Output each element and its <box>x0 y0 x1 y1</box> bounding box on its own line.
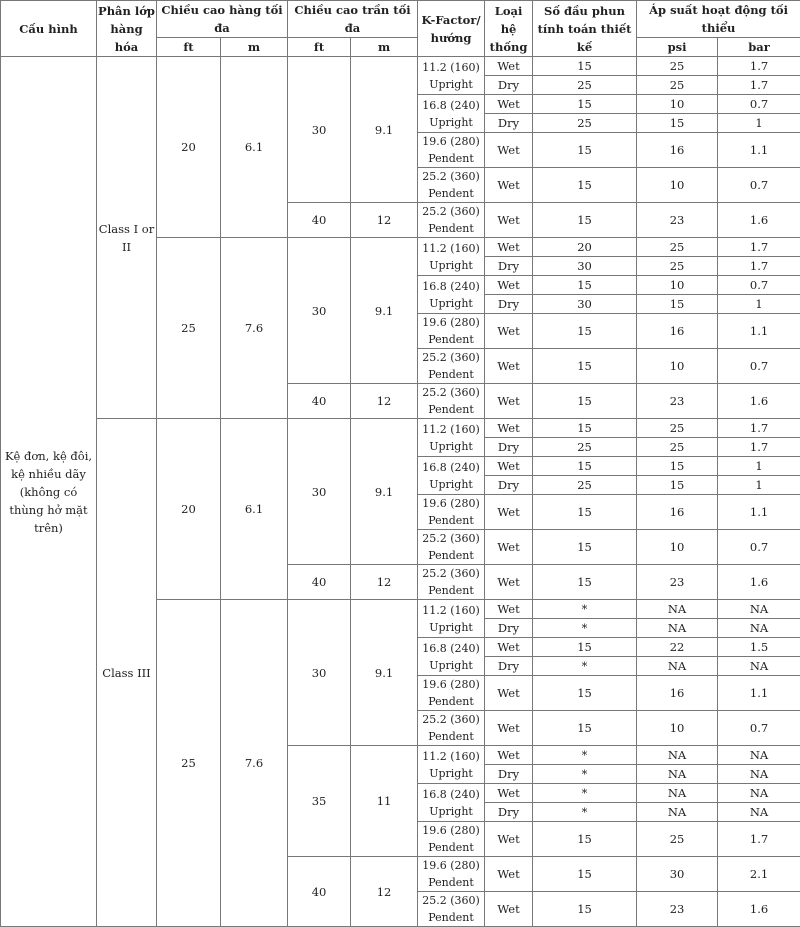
psi-cell: NA <box>637 765 718 784</box>
heads-cell: 15 <box>533 822 637 857</box>
kfactor-cell: 16.8 (240) Upright <box>418 638 485 676</box>
bar-cell: 1.1 <box>718 676 800 711</box>
header-storage-height: Chiều cao hàng tối đa <box>157 1 288 38</box>
system-cell: Wet <box>485 711 533 746</box>
kfactor-cell: 16.8 (240) Upright <box>418 95 485 133</box>
ceiling-m-cell: 12 <box>351 384 418 419</box>
kfactor-cell: 19.6 (280) Pendent <box>418 133 485 168</box>
kfactor-cell: 19.6 (280) Pendent <box>418 314 485 349</box>
heads-cell: * <box>533 657 637 676</box>
psi-cell: 25 <box>637 238 718 257</box>
bar-cell: 1.6 <box>718 565 800 600</box>
psi-cell: NA <box>637 784 718 803</box>
storage-ft-cell: 25 <box>157 238 221 419</box>
heads-cell: 15 <box>533 57 637 76</box>
system-cell: Dry <box>485 76 533 95</box>
heads-cell: 15 <box>533 676 637 711</box>
heads-cell: 15 <box>533 892 637 927</box>
ceiling-m-cell: 9.1 <box>351 238 418 384</box>
kfactor-cell: 25.2 (360) Pendent <box>418 892 485 927</box>
kfactor-cell: 11.2 (160) Upright <box>418 238 485 276</box>
kfactor-cell: 11.2 (160) Upright <box>418 600 485 638</box>
bar-cell: 0.7 <box>718 530 800 565</box>
system-cell: Wet <box>485 857 533 892</box>
config-cell: Kệ đơn, kệ đôi, kệ nhiều dãy (không có thùng hở mặt trên) <box>1 57 97 927</box>
psi-cell: 30 <box>637 857 718 892</box>
bar-cell: 1.7 <box>718 257 800 276</box>
heads-cell: 15 <box>533 349 637 384</box>
bar-cell: 2.1 <box>718 857 800 892</box>
header-kfactor: K-Factor/ hướng <box>418 1 485 57</box>
bar-cell: 1.1 <box>718 314 800 349</box>
system-cell: Wet <box>485 638 533 657</box>
storage-ft-cell: 20 <box>157 57 221 238</box>
storage-m-cell: 6.1 <box>221 419 288 600</box>
bar-cell: 1 <box>718 114 800 133</box>
heads-cell: 15 <box>533 565 637 600</box>
header-storage-ft: ft <box>157 38 221 57</box>
bar-cell: NA <box>718 657 800 676</box>
heads-cell: 15 <box>533 638 637 657</box>
bar-cell: 1 <box>718 295 800 314</box>
ceiling-m-cell: 9.1 <box>351 57 418 203</box>
psi-cell: 10 <box>637 276 718 295</box>
heads-cell: 15 <box>533 133 637 168</box>
header-storage-m: m <box>221 38 288 57</box>
header-ceiling-ft: ft <box>288 38 351 57</box>
heads-cell: * <box>533 600 637 619</box>
system-cell: Dry <box>485 765 533 784</box>
kfactor-cell: 16.8 (240) Upright <box>418 276 485 314</box>
ceiling-m-cell: 12 <box>351 857 418 927</box>
ceiling-ft-cell: 30 <box>288 57 351 203</box>
heads-cell: 15 <box>533 457 637 476</box>
kfactor-cell: 19.6 (280) Pendent <box>418 857 485 892</box>
kfactor-cell: 11.2 (160) Upright <box>418 746 485 784</box>
system-cell: Wet <box>485 133 533 168</box>
bar-cell: 1.1 <box>718 495 800 530</box>
system-cell: Dry <box>485 257 533 276</box>
system-cell: Wet <box>485 822 533 857</box>
psi-cell: 15 <box>637 476 718 495</box>
system-cell: Wet <box>485 565 533 600</box>
header-bar: bar <box>718 38 800 57</box>
psi-cell: 15 <box>637 114 718 133</box>
bar-cell: 1.5 <box>718 638 800 657</box>
kfactor-cell: 25.2 (360) Pendent <box>418 530 485 565</box>
psi-cell: 23 <box>637 384 718 419</box>
heads-cell: 15 <box>533 857 637 892</box>
header-min-pressure: Áp suất hoạt động tối thiểu <box>637 1 800 38</box>
bar-cell: NA <box>718 784 800 803</box>
kfactor-cell: 16.8 (240) Upright <box>418 457 485 495</box>
header-class: Phân lớp hàng hóa <box>97 1 157 57</box>
heads-cell: 30 <box>533 257 637 276</box>
header-psi: psi <box>637 38 718 57</box>
storage-m-cell: 6.1 <box>221 57 288 238</box>
system-cell: Dry <box>485 476 533 495</box>
kfactor-cell: 19.6 (280) Pendent <box>418 495 485 530</box>
psi-cell: 16 <box>637 133 718 168</box>
system-cell: Wet <box>485 746 533 765</box>
system-cell: Wet <box>485 168 533 203</box>
header-config: Cấu hình <box>1 1 97 57</box>
bar-cell: 1 <box>718 457 800 476</box>
header-ceiling-height: Chiều cao trần tối đa <box>288 1 418 38</box>
system-cell: Dry <box>485 803 533 822</box>
system-cell: Dry <box>485 619 533 638</box>
system-cell: Wet <box>485 384 533 419</box>
system-cell: Wet <box>485 676 533 711</box>
system-cell: Wet <box>485 57 533 76</box>
class-cell: Class III <box>97 419 157 927</box>
psi-cell: 10 <box>637 349 718 384</box>
ceiling-ft-cell: 40 <box>288 857 351 927</box>
bar-cell: 1.7 <box>718 76 800 95</box>
storage-ft-cell: 20 <box>157 419 221 600</box>
heads-cell: 15 <box>533 95 637 114</box>
bar-cell: 1.1 <box>718 133 800 168</box>
class-cell: Class I or II <box>97 57 157 419</box>
bar-cell: NA <box>718 600 800 619</box>
ceiling-m-cell: 9.1 <box>351 419 418 565</box>
bar-cell: 0.7 <box>718 349 800 384</box>
system-cell: Dry <box>485 114 533 133</box>
psi-cell: 10 <box>637 711 718 746</box>
storage-m-cell: 7.6 <box>221 238 288 419</box>
kfactor-cell: 11.2 (160) Upright <box>418 57 485 95</box>
bar-cell: 1.7 <box>718 822 800 857</box>
heads-cell: 15 <box>533 711 637 746</box>
system-cell: Wet <box>485 276 533 295</box>
system-cell: Wet <box>485 238 533 257</box>
system-cell: Wet <box>485 600 533 619</box>
header-design-heads: Số đầu phun tính toán thiết kế <box>533 1 637 57</box>
ceiling-m-cell: 12 <box>351 203 418 238</box>
system-cell: Wet <box>485 784 533 803</box>
heads-cell: 15 <box>533 168 637 203</box>
psi-cell: 15 <box>637 295 718 314</box>
kfactor-cell: 25.2 (360) Pendent <box>418 565 485 600</box>
psi-cell: 25 <box>637 257 718 276</box>
ceiling-ft-cell: 30 <box>288 238 351 384</box>
psi-cell: 23 <box>637 565 718 600</box>
psi-cell: NA <box>637 657 718 676</box>
bar-cell: 1.6 <box>718 384 800 419</box>
psi-cell: NA <box>637 619 718 638</box>
psi-cell: NA <box>637 803 718 822</box>
storage-ft-cell: 25 <box>157 600 221 927</box>
storage-m-cell: 7.6 <box>221 600 288 927</box>
psi-cell: 16 <box>637 676 718 711</box>
bar-cell: 1.7 <box>718 238 800 257</box>
kfactor-cell: 25.2 (360) Pendent <box>418 384 485 419</box>
bar-cell: 0.7 <box>718 711 800 746</box>
psi-cell: NA <box>637 746 718 765</box>
kfactor-cell: 16.8 (240) Upright <box>418 784 485 822</box>
heads-cell: * <box>533 746 637 765</box>
psi-cell: 25 <box>637 419 718 438</box>
bar-cell: 0.7 <box>718 276 800 295</box>
bar-cell: 1.7 <box>718 438 800 457</box>
kfactor-cell: 19.6 (280) Pendent <box>418 822 485 857</box>
heads-cell: * <box>533 803 637 822</box>
system-cell: Wet <box>485 892 533 927</box>
psi-cell: 23 <box>637 892 718 927</box>
psi-cell: NA <box>637 600 718 619</box>
system-cell: Dry <box>485 657 533 676</box>
header-system-type: Loại hệ thống <box>485 1 533 57</box>
system-cell: Dry <box>485 295 533 314</box>
heads-cell: 15 <box>533 419 637 438</box>
heads-cell: 25 <box>533 114 637 133</box>
system-cell: Wet <box>485 495 533 530</box>
heads-cell: * <box>533 765 637 784</box>
system-cell: Wet <box>485 419 533 438</box>
ceiling-ft-cell: 40 <box>288 203 351 238</box>
bar-cell: 1.7 <box>718 419 800 438</box>
bar-cell: 1.7 <box>718 57 800 76</box>
ceiling-m-cell: 9.1 <box>351 600 418 746</box>
heads-cell: 15 <box>533 314 637 349</box>
system-cell: Wet <box>485 314 533 349</box>
bar-cell: NA <box>718 746 800 765</box>
bar-cell: 1.6 <box>718 892 800 927</box>
heads-cell: 25 <box>533 476 637 495</box>
system-cell: Wet <box>485 95 533 114</box>
heads-cell: 15 <box>533 276 637 295</box>
heads-cell: 20 <box>533 238 637 257</box>
ceiling-ft-cell: 40 <box>288 384 351 419</box>
kfactor-cell: 25.2 (360) Pendent <box>418 711 485 746</box>
kfactor-cell: 25.2 (360) Pendent <box>418 168 485 203</box>
heads-cell: 25 <box>533 438 637 457</box>
bar-cell: 0.7 <box>718 168 800 203</box>
psi-cell: 23 <box>637 203 718 238</box>
kfactor-cell: 25.2 (360) Pendent <box>418 203 485 238</box>
psi-cell: 25 <box>637 76 718 95</box>
psi-cell: 22 <box>637 638 718 657</box>
kfactor-cell: 25.2 (360) Pendent <box>418 349 485 384</box>
bar-cell: 0.7 <box>718 95 800 114</box>
system-cell: Wet <box>485 349 533 384</box>
kfactor-cell: 11.2 (160) Upright <box>418 419 485 457</box>
heads-cell: 15 <box>533 495 637 530</box>
heads-cell: 25 <box>533 76 637 95</box>
psi-cell: 15 <box>637 457 718 476</box>
psi-cell: 10 <box>637 95 718 114</box>
bar-cell: 1 <box>718 476 800 495</box>
ceiling-ft-cell: 35 <box>288 746 351 857</box>
psi-cell: 16 <box>637 495 718 530</box>
ceiling-ft-cell: 30 <box>288 419 351 565</box>
heads-cell: 15 <box>533 384 637 419</box>
system-cell: Wet <box>485 203 533 238</box>
ceiling-ft-cell: 40 <box>288 565 351 600</box>
ceiling-m-cell: 12 <box>351 565 418 600</box>
psi-cell: 10 <box>637 168 718 203</box>
bar-cell: 1.6 <box>718 203 800 238</box>
psi-cell: 16 <box>637 314 718 349</box>
ceiling-ft-cell: 30 <box>288 600 351 746</box>
bar-cell: NA <box>718 765 800 784</box>
heads-cell: * <box>533 784 637 803</box>
psi-cell: 10 <box>637 530 718 565</box>
system-cell: Wet <box>485 530 533 565</box>
header-ceiling-m: m <box>351 38 418 57</box>
heads-cell: 15 <box>533 530 637 565</box>
bar-cell: NA <box>718 803 800 822</box>
heads-cell: 15 <box>533 203 637 238</box>
psi-cell: 25 <box>637 438 718 457</box>
bar-cell: NA <box>718 619 800 638</box>
heads-cell: * <box>533 619 637 638</box>
psi-cell: 25 <box>637 57 718 76</box>
heads-cell: 30 <box>533 295 637 314</box>
system-cell: Dry <box>485 438 533 457</box>
ceiling-m-cell: 11 <box>351 746 418 857</box>
psi-cell: 25 <box>637 822 718 857</box>
system-cell: Wet <box>485 457 533 476</box>
kfactor-cell: 19.6 (280) Pendent <box>418 676 485 711</box>
